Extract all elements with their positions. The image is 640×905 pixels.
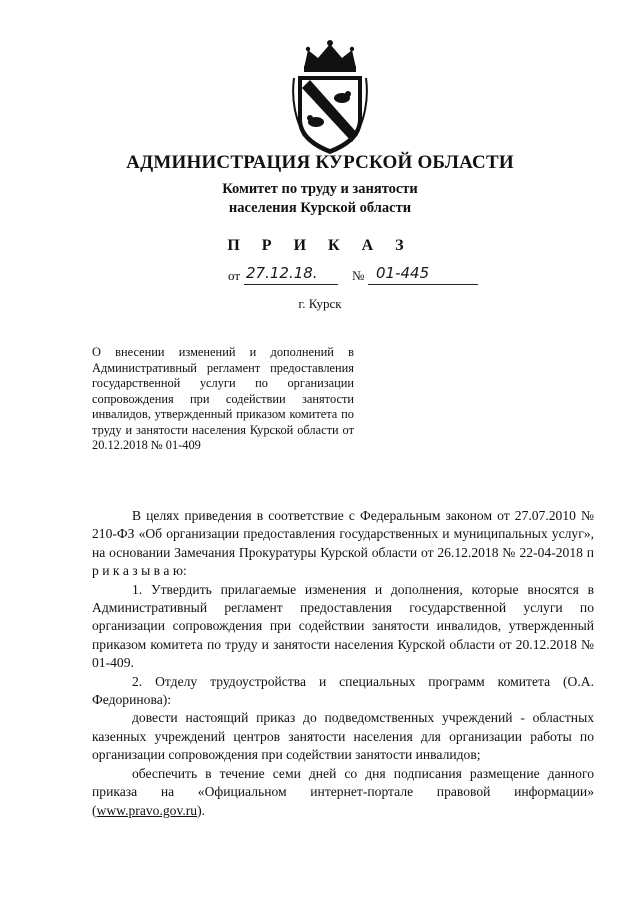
order-subject: О внесении изменений и дополнений в Административный регламент предоставления государственной услуги по организации сопровождения при содействии занятости инвалидов, утвержденный приказом комитета по труду и занятости населения Курской области от 20.12.2018 № 01-409	[92, 345, 354, 452]
number-label: №	[352, 268, 365, 283]
paragraph-item-2-task-2	[92, 765, 594, 820]
paragraph-preamble: В целях приведения в соответствие с Федеральным законом от 27.07.2010 № 210-ФЗ «Об организации предоставления государственных и муниципальных услуг», на основании Замечания Прокуратуры Курской области от 26.12.2018 № 22-04-2018 п р и к а з ы в а ю:	[92, 508, 594, 579]
kursk-coat-of-arms-icon	[290, 38, 370, 156]
committee-line-2: населения Курской области	[228, 200, 412, 216]
committee-name	[0, 180, 640, 218]
committee-line-1: Комитет по труду и занятости	[222, 181, 418, 197]
order-title: П Р И К А З	[227, 237, 413, 254]
city: г. Курск	[298, 296, 342, 311]
paragraph-item-1: 1. Утвердить прилагаемые изменения и дополнения, которые вносятся в Административный регламент предоставления государственной услуги по организации сопровождения при содействии занятости инвалидов, утвержденный приказом комитета по труду и занятости населения Курской области от 20.12.2018 № 01-409.	[92, 581, 594, 671]
order-body	[92, 507, 594, 820]
paragraph-item-2: 2. Отделу трудоустройства и специальных программ комитета (О.А. Федоринова):	[92, 673, 594, 708]
paragraph-item-2-task-1: довести настоящий приказ до подведомственных учреждений - областных казенных учреждений центров занятости населения для организации работы по организации сопровождения при содействии занятости инвалидов;	[92, 710, 594, 763]
date-label: от	[228, 268, 241, 283]
date-value: 27.12.18.	[246, 264, 318, 282]
administration-title: АДМИНИСТРАЦИЯ КУРСКОЙ ОБЛАСТИ	[126, 152, 514, 173]
date-underline	[244, 284, 338, 285]
task-2-text: обеспечить в течение семи дней со дня подписания размещение данного приказа на «Официальном интернет-портале правовой информации» (	[92, 765, 594, 818]
pravo-link[interactable]: www.pravo.gov.ru	[96, 802, 198, 818]
number-value: 01-445	[376, 264, 430, 282]
number-underline	[368, 284, 478, 285]
order-date-number	[228, 266, 478, 286]
task-2-end: ).	[197, 802, 206, 818]
